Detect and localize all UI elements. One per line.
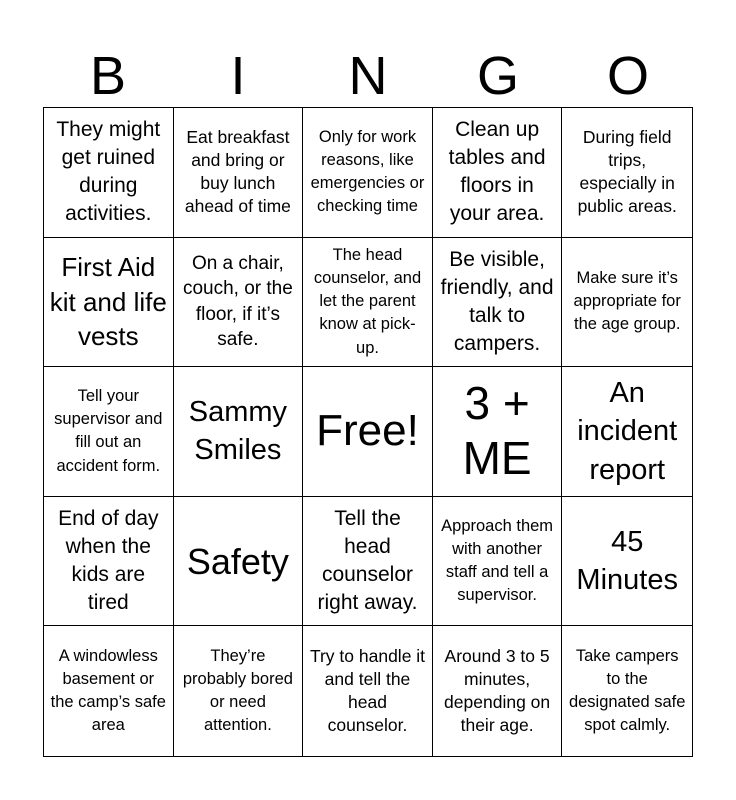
- header-letter-g: G: [476, 46, 519, 106]
- cell-text: End of day when the kids are tired: [58, 507, 159, 615]
- cell-text: They’re probably bored or need attention.: [182, 647, 293, 735]
- cell-text: A windowless basement or the camp’s safe area: [50, 647, 166, 735]
- bingo-cell-r4-c2[interactable]: [174, 497, 304, 627]
- bingo-cell-r1-c2[interactable]: [174, 108, 304, 238]
- cell-text: 45 Minutes: [576, 525, 678, 597]
- header-letter-i: I: [230, 46, 246, 106]
- cell-text: On a chair, couch, or the floor, if it’s safe.: [182, 252, 293, 351]
- cell-text: The head counselor, and let the parent know at pick-up.: [313, 246, 422, 357]
- bingo-cell-r1-c5[interactable]: [562, 108, 692, 238]
- bingo-cell-r4-c4[interactable]: [433, 497, 563, 627]
- bingo-cell-r2-c2[interactable]: [174, 238, 304, 368]
- cell-text: Tell your supervisor and fill out an accident form.: [54, 387, 163, 475]
- bingo-cell-r4-c1[interactable]: [44, 497, 174, 627]
- bingo-cell-r5-c4[interactable]: [433, 626, 563, 756]
- cell-text: Safety: [186, 540, 289, 582]
- cell-text: Around 3 to 5 minutes, depending on their age.: [444, 646, 551, 736]
- bingo-cell-r2-c4[interactable]: [433, 238, 563, 368]
- cell-text: Eat breakfast and bring or buy lunch ahead of time: [184, 127, 291, 217]
- bingo-cell-r5-c1[interactable]: [44, 626, 174, 756]
- bingo-cell-r5-c5[interactable]: [562, 626, 692, 756]
- bingo-header: [43, 44, 693, 108]
- bingo-cell-r1-c1[interactable]: [44, 108, 174, 238]
- bingo-cell-r1-c4[interactable]: [433, 108, 563, 238]
- bingo-cell-r3-c5[interactable]: [562, 367, 692, 497]
- cell-text: Sammy Smiles: [188, 395, 288, 467]
- cell-text: Only for work reasons, like emergencies or checking time: [310, 128, 425, 216]
- cell-text: Take campers to the designated safe spot calmly.: [568, 647, 686, 735]
- bingo-cell-r3-c3[interactable]: [303, 367, 433, 497]
- bingo-cell-r3-c4[interactable]: [433, 367, 563, 497]
- header-letter-o: O: [606, 46, 649, 106]
- cell-text: During field trips, especially in public areas.: [577, 127, 677, 217]
- cell-text: An incident report: [577, 376, 678, 486]
- cell-text: Tell the head counselor right away.: [317, 507, 418, 615]
- cell-text: First Aid kit and life vests: [49, 252, 167, 352]
- cell-text: Clean up tables and floors in your area.: [448, 118, 546, 226]
- bingo-cell-r4-c5[interactable]: [562, 497, 692, 627]
- cell-text: 3 + ME: [462, 377, 532, 485]
- bingo-cell-r3-c2[interactable]: [174, 367, 304, 497]
- bingo-cell-r5-c2[interactable]: [174, 626, 304, 756]
- bingo-cell-r2-c5[interactable]: [562, 238, 692, 368]
- bingo-cell-r2-c1[interactable]: [44, 238, 174, 368]
- bingo-cell-r1-c3[interactable]: [303, 108, 433, 238]
- bingo-cell-r5-c3[interactable]: [303, 626, 433, 756]
- cell-text: They might get ruined during activities.: [56, 118, 161, 226]
- bingo-cell-r4-c3[interactable]: [303, 497, 433, 627]
- header-letter-n: N: [348, 46, 388, 106]
- cell-text: Make sure it’s appropriate for the age group.: [573, 269, 681, 334]
- header-letter-b: B: [89, 46, 127, 106]
- bingo-board: [43, 107, 693, 757]
- cell-text: Try to handle it and tell the head counselor.: [309, 646, 426, 736]
- cell-text: Free!: [316, 406, 419, 456]
- cell-text: Be visible, friendly, and talk to campers.: [440, 248, 554, 355]
- bingo-cell-r3-c1[interactable]: [44, 367, 174, 497]
- cell-text: Approach them with another staff and tell a supervisor.: [441, 516, 554, 605]
- bingo-cell-r2-c3[interactable]: [303, 238, 433, 368]
